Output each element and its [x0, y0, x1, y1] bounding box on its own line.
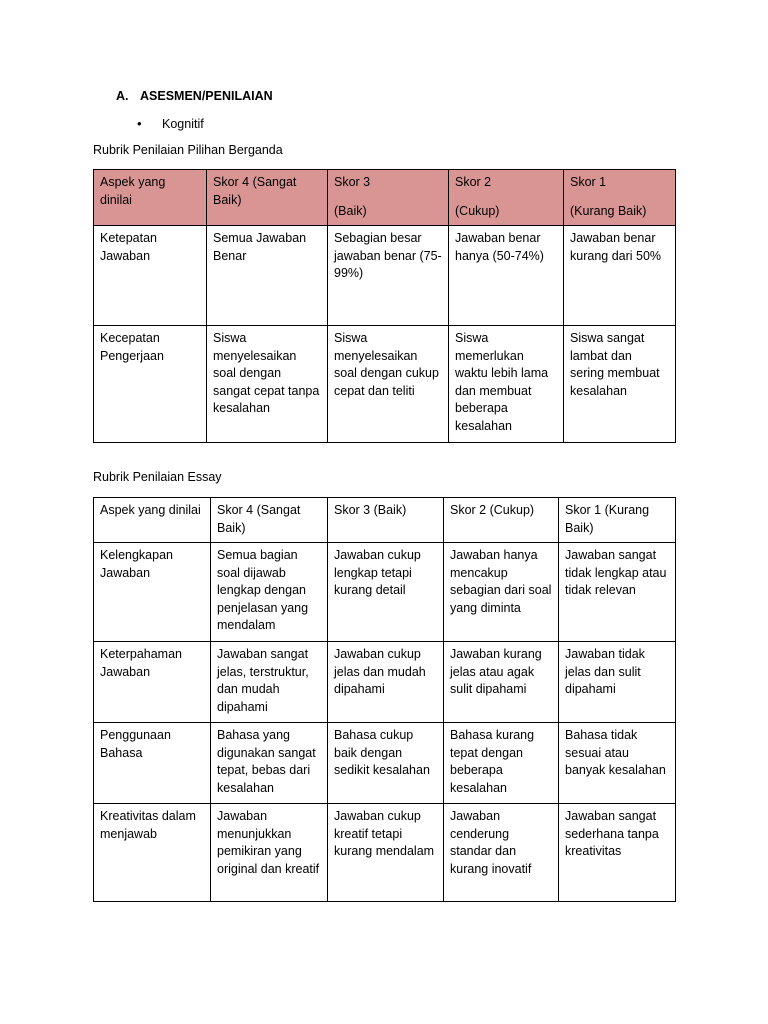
- table1-caption: Rubrik Penilaian Pilihan Berganda: [93, 143, 283, 157]
- table-cell: Jawaban cukup jelas dan mudah dipahami: [328, 642, 444, 723]
- table-cell: Bahasa yang digunakan sangat tepat, bebas dari kesalahan: [211, 723, 328, 804]
- table-cell: Siswa menyelesaikan soal dengan cukup cepat dan teliti: [328, 326, 449, 443]
- table-cell: Ketepatan Jawaban: [94, 226, 207, 326]
- header-text: Skor 1: [570, 175, 607, 189]
- header-cell: [328, 170, 449, 226]
- header-text: Skor 2: [455, 175, 492, 189]
- header-cell: Skor 1 (Kurang Baik): [559, 498, 676, 543]
- table-cell: Jawaban benar hanya (50-74%): [449, 226, 564, 326]
- header-text: Skor 3: [334, 175, 371, 189]
- bullet-dot-icon: •: [137, 116, 142, 131]
- table-cell: Jawaban cukup lengkap tetapi kurang detail: [328, 543, 444, 642]
- table2-caption: Rubrik Penilaian Essay: [93, 470, 222, 484]
- rubric-table-essay: [93, 497, 676, 902]
- table-cell: Jawaban menunjukkan pemikiran yang original dan kreatif: [211, 804, 328, 902]
- table-cell: Keterpahaman Jawaban: [94, 642, 211, 723]
- table-cell: Jawaban kurang jelas atau agak sulit dipahami: [444, 642, 559, 723]
- header-cell: Skor 3 (Baik): [328, 498, 444, 543]
- table-cell: Bahasa cukup baik dengan sedikit kesalahan: [328, 723, 444, 804]
- table-cell: Siswa sangat lambat dan sering membuat kesalahan: [564, 326, 676, 443]
- header-subtext: (Baik): [334, 203, 367, 218]
- header-cell: [564, 170, 676, 226]
- table-cell: Semua bagian soal dijawab lengkap dengan penjelasan yang mendalam: [211, 543, 328, 642]
- table-row: [94, 326, 676, 443]
- table-cell: Jawaban sangat tidak lengkap atau tidak relevan: [559, 543, 676, 642]
- header-cell: Aspek yang dinilai: [94, 498, 211, 543]
- bullet-item: [137, 116, 204, 131]
- header-cell: [94, 170, 207, 226]
- table-cell: Siswa memerlukan waktu lebih lama dan membuat beberapa kesalahan: [449, 326, 564, 443]
- table-row: [94, 226, 676, 326]
- table-cell: Jawaban tidak jelas dan sulit dipahami: [559, 642, 676, 723]
- section-heading: [116, 89, 273, 103]
- section-number: A.: [116, 89, 129, 103]
- bullet-text: Kognitif: [162, 117, 204, 131]
- table-cell: Kreativitas dalam menjawab: [94, 804, 211, 902]
- header-text: Skor 4 (Sangat Baik): [213, 175, 297, 207]
- table-header-row: [94, 498, 676, 543]
- table-cell: Bahasa kurang tepat dengan beberapa kesalahan: [444, 723, 559, 804]
- table-cell: Kecepatan Pengerjaan: [94, 326, 207, 443]
- header-cell: Skor 4 (Sangat Baik): [211, 498, 328, 543]
- header-subtext: (Kurang Baik): [570, 203, 647, 218]
- table-cell: Jawaban cenderung standar dan kurang inovatif: [444, 804, 559, 902]
- header-text: Aspek yang dinilai: [100, 175, 166, 207]
- table-cell: Jawaban benar kurang dari 50%: [564, 226, 676, 326]
- table-cell: Jawaban cukup kreatif tetapi kurang mendalam: [328, 804, 444, 902]
- rubric-table-multiple-choice: [93, 169, 676, 443]
- header-subtext: (Cukup): [455, 203, 500, 218]
- table-cell: Sebagian besar jawaban benar (75-99%): [328, 226, 449, 326]
- table-row: [94, 804, 676, 902]
- table-cell: Kelengkapan Jawaban: [94, 543, 211, 642]
- table-cell: Penggunaan Bahasa: [94, 723, 211, 804]
- table-cell: Semua Jawaban Benar: [207, 226, 328, 326]
- table-cell: Bahasa tidak sesuai atau banyak kesalahan: [559, 723, 676, 804]
- table-row: [94, 543, 676, 642]
- header-cell: [207, 170, 328, 226]
- table-cell: Jawaban sangat jelas, terstruktur, dan mudah dipahami: [211, 642, 328, 723]
- header-cell: Skor 2 (Cukup): [444, 498, 559, 543]
- table-cell: Siswa menyelesaikan soal dengan sangat cepat tanpa kesalahan: [207, 326, 328, 443]
- header-cell: [449, 170, 564, 226]
- table-cell: Jawaban hanya mencakup sebagian dari soal yang diminta: [444, 543, 559, 642]
- table-header-row: [94, 170, 676, 226]
- section-title: ASESMEN/PENILAIAN: [140, 89, 273, 103]
- table-row: [94, 642, 676, 723]
- table-cell: Jawaban sangat sederhana tanpa kreativitas: [559, 804, 676, 902]
- table-row: [94, 723, 676, 804]
